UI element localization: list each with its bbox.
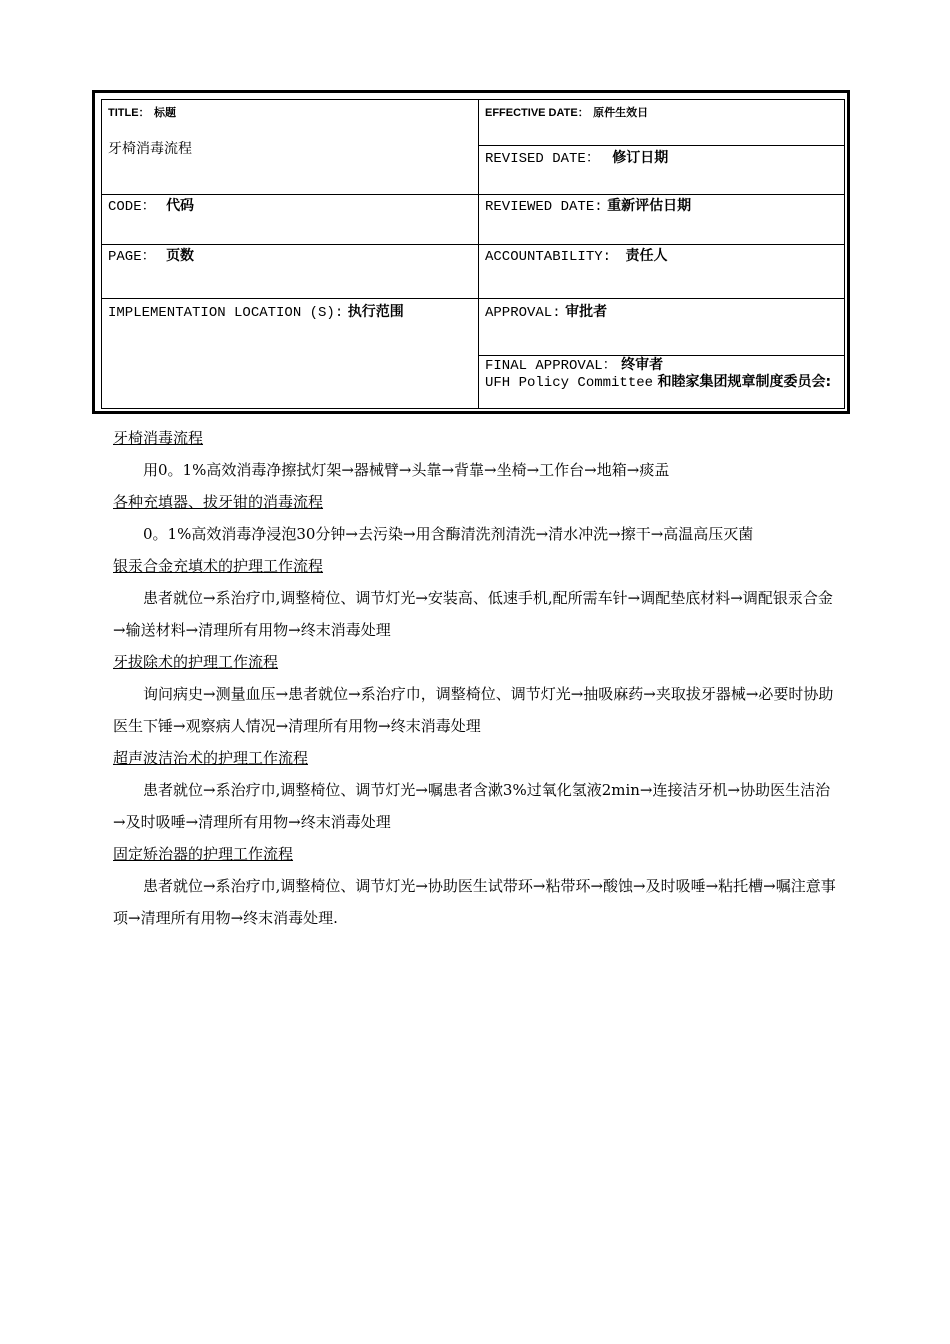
reviewed-date-cell xyxy=(478,194,845,245)
page-cell xyxy=(101,244,479,299)
page-label: PAGE： xyxy=(108,249,156,265)
section-paragraph: 询问病史→测量血压→患者就位→系治疗巾，调整椅位、调节灯光→抽吸麻药→夹取拔牙器械→必要时协助医生下锤→观察病人情况→清理所有用物→终末消毒处理 xyxy=(113,685,834,735)
section-title: 固定矫治器的护理工作流程 xyxy=(113,845,294,863)
final-approval-label-cn: 终审者 xyxy=(621,357,664,373)
effective-date-label: EFFECTIVE DATE： xyxy=(485,107,589,119)
reviewed-date-label: REVIEWED DATE: xyxy=(485,199,603,215)
approval-cell xyxy=(478,298,845,356)
document-title: 牙椅消毒流程 xyxy=(108,141,192,157)
title-cell xyxy=(101,99,479,195)
accountability-label-cn: 责任人 xyxy=(625,248,668,264)
revised-date-label-cn: 修订日期 xyxy=(612,150,669,166)
reviewed-date-label-cn: 重新评估日期 xyxy=(607,198,692,214)
header-table xyxy=(92,90,850,414)
effective-date-cell xyxy=(478,99,845,146)
revised-date-cell xyxy=(478,145,845,195)
final-approval-cell xyxy=(478,355,845,409)
code-label: CODE： xyxy=(108,199,156,215)
approval-label-cn: 审批者 xyxy=(565,304,608,320)
section-title: 牙椅消毒流程 xyxy=(113,429,204,447)
section-title: 各种充填器、拔牙钳的消毒流程 xyxy=(113,493,324,511)
implementation-location-label: IMPLEMENTATION LOCATION (S): xyxy=(108,305,344,321)
accountability-cell xyxy=(478,244,845,299)
section-paragraph: 0。1%高效消毒净浸泡30分钟→去污染→用含酶清洗剂清洗→清水冲洗→擦干→高温高压灭菌 xyxy=(143,525,754,543)
code-label-cn: 代码 xyxy=(166,198,195,214)
section-paragraph: 患者就位→系治疗巾,调整椅位、调节灯光→嘱患者含漱3%过氧化氢液2min→连接洁牙机→协助医生洁治→及时吸唾→清理所有用物→终末消毒处理 xyxy=(113,781,831,831)
title-label: TITLE： xyxy=(108,107,150,119)
implementation-location-label-cn: 执行范围 xyxy=(347,304,404,320)
implementation-location-cell xyxy=(101,298,479,409)
section-title: 超声波洁治术的护理工作流程 xyxy=(113,749,309,767)
accountability-label: ACCOUNTABILITY: xyxy=(485,249,612,265)
section-paragraph: 用0。1%高效消毒净擦拭灯架→器械臂→头靠→背靠→坐椅→工作台→地箱→痰盂 xyxy=(143,461,670,479)
section-paragraph: 患者就位→系治疗巾,调整椅位、调节灯光→协助医生试带环→粘带环→酸蚀→及时吸唾→粘托槽→嘱注意事项→清理所有用物→终末消毒处理. xyxy=(113,877,836,927)
page-label-cn: 页数 xyxy=(166,248,195,264)
section-title: 牙拔除术的护理工作流程 xyxy=(113,653,279,671)
code-cell xyxy=(101,194,479,245)
section-paragraph: 患者就位→系治疗巾,调整椅位、调节灯光→安装高、低速手机,配所需车针→调配垫底材料→调配银汞合金→输送材料→清理所有用物→终末消毒处理 xyxy=(113,589,833,639)
committee-text: UFH Policy Committee xyxy=(485,375,654,391)
approval-label: APPROVAL: xyxy=(485,305,561,321)
document-body xyxy=(113,422,838,934)
effective-date-label-cn: 原件生效日 xyxy=(593,107,649,119)
revised-date-label: REVISED DATE： xyxy=(485,151,600,167)
final-approval-label: FINAL APPROVAL： xyxy=(485,358,617,374)
section-title: 银汞合金充填术的护理工作流程 xyxy=(113,557,324,575)
committee-text-cn: 和睦家集团规章制度委员会: xyxy=(657,374,832,390)
title-label-cn: 标题 xyxy=(154,107,177,119)
